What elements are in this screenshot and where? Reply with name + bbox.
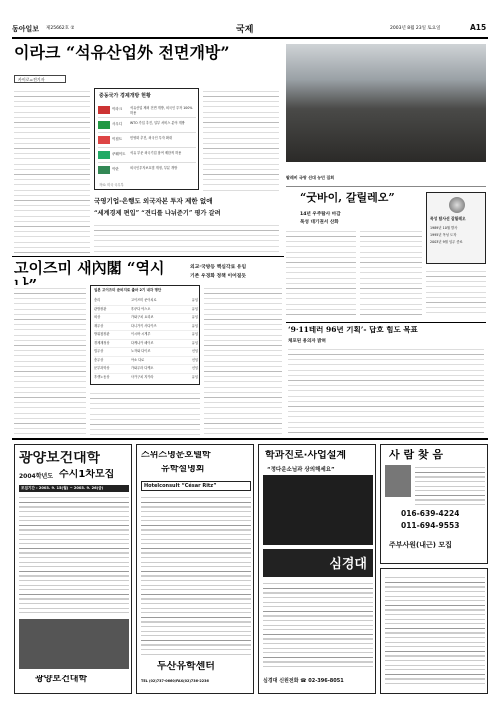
chart-title: 중동국가 경제개방 현황 xyxy=(99,93,151,99)
galileo-sub-1: 14년 우주탐사 마감 xyxy=(300,212,341,217)
lead-headline: 이라크 “석유산업外 전면개방” xyxy=(14,44,230,62)
ad3-photo xyxy=(263,475,373,545)
lead-byline: 카이로=전기자 xyxy=(18,77,45,82)
galileo-body-2 xyxy=(360,228,422,318)
ad1-title: 광양보건대학 xyxy=(19,451,101,466)
ad3-sub: “정다운소님과 상의해세요” xyxy=(267,467,335,473)
chart-text: 석유 부문 외국기업 참여 제한적 허용 xyxy=(130,151,182,155)
chart-row xyxy=(98,163,196,178)
flag-icon xyxy=(98,151,110,159)
chart-country: 이집트 xyxy=(112,137,123,141)
flag-icon xyxy=(98,166,110,174)
ad-swiss-hotel[interactable] xyxy=(136,444,254,694)
chart-row xyxy=(98,103,196,118)
table-row: 문부과학상 가와무라 다케오 신임 xyxy=(94,365,198,374)
ad-rule xyxy=(12,438,488,440)
galileo-infobox xyxy=(426,192,486,264)
lead-subheadline-2: “세계경제 편입” “견디를 나뉘준기” 평가 갈려 xyxy=(94,210,221,217)
photo-caption xyxy=(286,164,486,182)
chart-country: 이란 xyxy=(112,167,119,171)
ad2-hotel: Hotelconsult “César Ritz” xyxy=(141,481,251,491)
ad2-sub: 유학설명회 xyxy=(161,465,205,474)
sept11-sub: 체포된 용의자 밝혀 xyxy=(288,339,326,344)
masthead xyxy=(12,22,488,36)
galileo-body-3 xyxy=(426,268,486,318)
ad3-name: 심경대 xyxy=(329,557,367,572)
galileo-sub-2: 목성 대기권서 산화 xyxy=(300,220,339,225)
infobox-item: 1989년 10월 발사 xyxy=(430,226,458,230)
chart-country: 이라크 xyxy=(112,107,123,111)
koizumi-body-2 xyxy=(90,390,200,435)
chart-text: WTO 가입 추진, 일부 서비스 분야 개방 xyxy=(130,121,185,125)
koizumi-sub-2: 기존 우경화 정책 이어질듯 xyxy=(190,274,246,279)
ad4-photo xyxy=(385,465,411,497)
table-row: 재무상 다니가키 사다카즈 유임 xyxy=(94,323,198,332)
ad1-body xyxy=(19,495,129,615)
economy-chart xyxy=(94,88,199,190)
sept11-rule xyxy=(286,322,486,323)
chart-text: 외국인투자보호법 개정, 부분 개방 xyxy=(130,166,178,170)
table-row: 방위청장관 이시바 시게루 유임 xyxy=(94,331,198,340)
ad2-title: 스위스명문호텔학 xyxy=(141,451,211,460)
ad1-photo xyxy=(19,619,129,669)
chart-country: 쿠웨이트 xyxy=(112,152,126,156)
chart-text: 민영화 추진, 외국인 투자 확대 xyxy=(130,136,173,140)
infobox-title: 목성 탐사선 갈릴레오 xyxy=(430,216,466,221)
koizumi-body-1 xyxy=(14,285,86,435)
ad2-body xyxy=(141,495,251,655)
table-row: 총리 고이즈미 준이치로 유임 xyxy=(94,297,198,306)
flag-icon xyxy=(98,106,110,114)
infobox-item: 1995년 목성 도착 xyxy=(430,233,457,237)
koizumi-body-3 xyxy=(204,285,282,435)
section-name: 국제 xyxy=(236,25,254,35)
flag-icon xyxy=(98,136,110,144)
chart-row xyxy=(98,118,196,133)
chart-text: 석유산업 제외 전면 개방, 외국인 투자 100% 허용 xyxy=(130,106,193,115)
ad4-tel-1[interactable]: 016-639-4224 xyxy=(401,509,460,518)
ad1-period: 모집기간 : 2003. 9. 15(월) ~ 2003. 9. 26(금) xyxy=(19,485,129,492)
sept11-headline: ‘9·11테러 96년 기획’- 답호 힘도 목표 xyxy=(288,326,418,334)
section-divider xyxy=(286,186,486,187)
table-row: 법무상 노자와 다이조 신임 xyxy=(94,348,198,357)
koizumi-rule xyxy=(12,256,284,257)
koizumi-headline: 고이즈미 새內閣 “역시 xyxy=(14,260,165,277)
ad-gwangyang[interactable] xyxy=(14,444,132,694)
ad3-banner xyxy=(263,549,373,577)
masthead-rule xyxy=(12,37,488,39)
lead-body-col3 xyxy=(203,88,279,192)
sept11-body xyxy=(288,346,484,435)
galileo-headline: “굿바이, 갈릴레오” xyxy=(300,192,395,204)
ad-small[interactable] xyxy=(380,568,488,694)
galileo-body-1 xyxy=(286,228,356,318)
lead-body-col1 xyxy=(14,88,90,253)
ad3-body xyxy=(263,581,373,669)
table-row: 경제재정상 다케나카 헤이조 유임 xyxy=(94,340,198,349)
ad4-title: 사 람 찾 음 xyxy=(389,449,443,461)
ad2-footer: 두산유학센터 xyxy=(157,661,215,672)
photo-caption-title: 팔레비 국왕 선대 농민 집회 xyxy=(286,175,335,180)
chart-row xyxy=(98,148,196,163)
ad1-round: 수시1차모집 xyxy=(59,469,115,480)
ad3-title: 학과진로·사업설계 xyxy=(265,450,347,461)
paper-name: 동아일보 xyxy=(12,25,40,33)
issue-date: 2003년 8월 23일 토요일 xyxy=(390,26,441,31)
table-row: 총무상 아소 다로 신임 xyxy=(94,357,198,366)
ad1-footer: 광양보건대학 xyxy=(35,675,88,684)
chart-country: 사우디 xyxy=(112,122,123,126)
ad4-body xyxy=(415,465,485,505)
ad4-footer: 주부사원(내근) 모집 xyxy=(389,541,452,549)
ad-missing[interactable] xyxy=(380,444,488,564)
table-row: 외상 가와구치 요리코 유임 xyxy=(94,314,198,323)
infobox-item: 2003년 9월 임무 종료 xyxy=(430,240,463,244)
table-row: 후생노동상 사카구치 지카라 유임 xyxy=(94,374,198,379)
galileo-probe-icon xyxy=(449,197,465,213)
ad5-body xyxy=(385,575,485,685)
lead-byline-box xyxy=(14,75,66,83)
flag-icon xyxy=(98,121,110,129)
page-number: A15 xyxy=(470,23,487,32)
chart-rows xyxy=(98,103,196,179)
ad3-tel[interactable]: 심경대 신원전화 ☎ 02-396-8051 xyxy=(263,678,344,684)
chart-source: 자료: 미국 국무부 xyxy=(99,183,124,187)
lead-subheadline-1: 국영기업-은행도 외국자본 투자 제한 없애 xyxy=(94,197,213,205)
cabinet-table xyxy=(90,285,200,385)
lead-body-col2 xyxy=(94,222,279,253)
rally-photo xyxy=(286,44,486,162)
ad-career[interactable] xyxy=(258,444,376,694)
koizumi-sub-1: 외교·국방등 핵심각료 유임 xyxy=(190,265,247,270)
chart-row xyxy=(98,133,196,148)
ad1-year: 2004학년도 xyxy=(19,473,54,480)
cabinet-table-title: 일본 고이즈미 준비지로 출마 2기 내각 명단 xyxy=(94,288,162,292)
table-row: 관방장관 후쿠다 야스오 유임 xyxy=(94,306,198,315)
ad2-tel[interactable]: TEL (02)737-0660/FAX(02)736-2236 xyxy=(141,679,209,683)
issue-number: 제25662호 ② xyxy=(46,26,75,31)
cabinet-rows xyxy=(94,297,198,382)
ad4-tel-2[interactable]: 011-694-9553 xyxy=(401,521,460,530)
